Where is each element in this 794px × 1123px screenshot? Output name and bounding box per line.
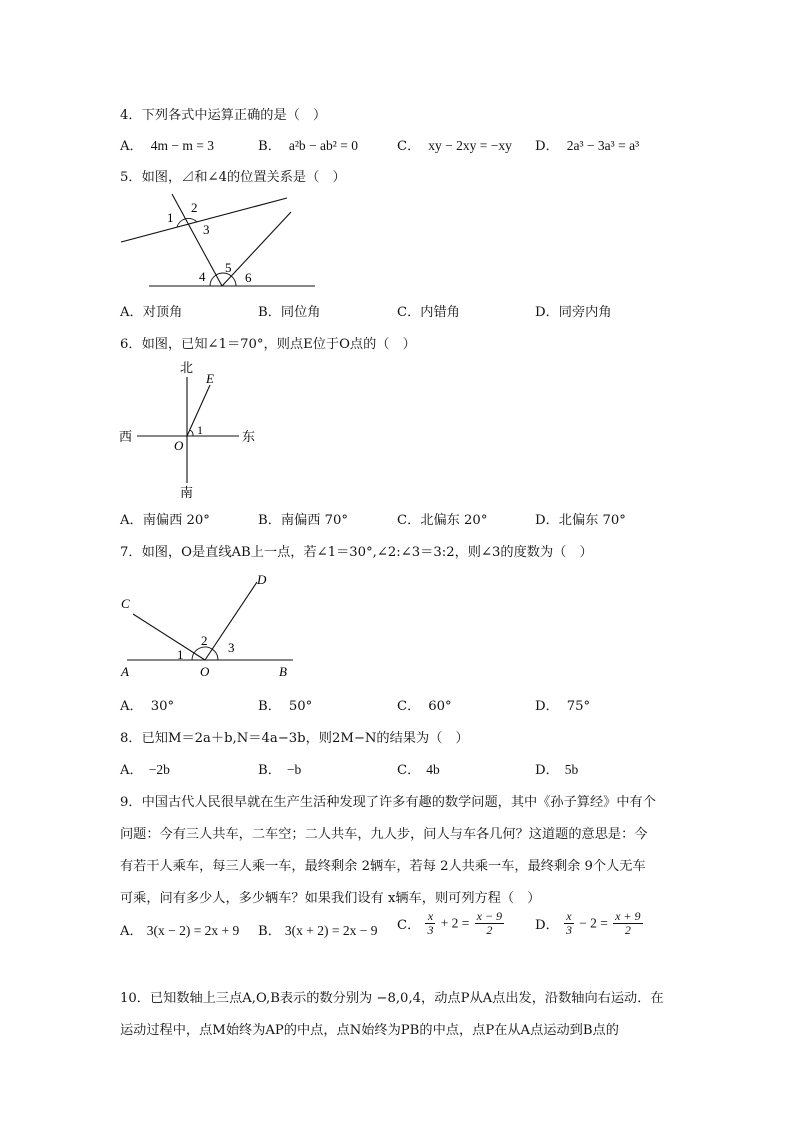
- q5-option-d: D．同旁内角: [535, 305, 612, 320]
- q6-angle-arc: [190, 430, 193, 436]
- q9-option-a: A． 3(x − 2) = 2x + 9: [120, 923, 240, 939]
- q5-option-b: B．同位角: [258, 305, 321, 320]
- q8-option-d: D． 5b: [535, 762, 579, 778]
- q9-option-c: C． $\frac{x}{3}$ + 2 = $\frac{x - 9}{2}$: [397, 909, 503, 937]
- q5-label-5: 5: [225, 260, 232, 275]
- q7-label-o: O: [200, 664, 210, 679]
- q9-line-3: 有若干人乘车，每三人乘一车，最终剩余 2辆车，若每 2人共乘一车，最终剩余 9个人无车: [120, 859, 646, 874]
- q9-c-frac-1: $\frac{x}{3}$: [427, 909, 434, 937]
- q6-option-b: B．南偏西 70°: [258, 513, 349, 528]
- q9-d-frac-2: $\frac{x + 9}{2}$: [615, 909, 641, 937]
- q6-label-south: 南: [180, 485, 194, 500]
- q7-stem: 7．如图，O是直线AB上一点，若∠1＝30°,∠2:∠3＝3:2，则∠3的度数为（ ）: [120, 545, 593, 560]
- q4-option-d: D． 2a³ − 3a³ = a³: [535, 138, 640, 154]
- q8-option-c: C． 4b: [397, 762, 440, 778]
- q6-label-east: 东: [242, 429, 256, 444]
- q6-label-west: 西: [119, 429, 133, 444]
- q7-figure: [115, 568, 305, 683]
- q5-label-3: 3: [203, 222, 210, 237]
- q7-label-3: 3: [228, 640, 235, 655]
- q4-stem: 4．下列各式中运算正确的是（ ）: [120, 108, 327, 123]
- q7-label-1: 1: [177, 647, 184, 662]
- q5-label-6: 6: [245, 270, 252, 285]
- q7-label-c: C: [121, 596, 130, 611]
- q5-figure: [115, 190, 325, 295]
- q7-option-c: C． 60°: [397, 699, 452, 714]
- q10-line-2: 运动过程中，点M始终为AP的中点，点N始终为PB的中点，点P在从A点运动到B点的: [120, 1023, 619, 1038]
- q5-option-c: C．内错角: [397, 305, 460, 320]
- q8-option-b: B． −b: [258, 762, 302, 778]
- q7-label-2: 2: [201, 633, 208, 648]
- q8-stem: 8．已知M＝2a＋b,N＝4a−3b，则2M−N的结果为（ ）: [120, 731, 469, 746]
- q9-option-b: B． 3(x + 2) = 2x − 9: [258, 923, 378, 939]
- q6-figure: [115, 355, 265, 500]
- q9-line-4: 可乘，问有多少人，多少辆车？如果我们设有 x辆车，则可列方程（ ）: [120, 891, 541, 906]
- q4-option-a: A． 4m − m = 3: [120, 138, 214, 154]
- q7-arc-3: [212, 649, 218, 660]
- q9-line-1: 9．中国古代人民很早就在生产生活种发现了许多有趣的数学问题，其中《孙子算经》中有个: [120, 795, 656, 810]
- q7-label-b: B: [279, 664, 287, 679]
- q6-label-e: E: [206, 371, 214, 386]
- q5-label-4: 4: [199, 269, 206, 284]
- q9-line-2: 问题：今有三人共车，二车空；二人共车，九人步，问人与车各几何？这道题的意思是：今: [120, 827, 648, 842]
- q7-option-d: D． 75°: [535, 699, 591, 714]
- q6-label-angle: 1: [197, 423, 203, 437]
- q5-stem: 5．如图，⊿和∠4的位置关系是（ ）: [120, 170, 346, 185]
- q5-option-a: A．对顶角: [120, 305, 183, 320]
- q7-arc-1: [192, 653, 194, 660]
- q9-c-frac-2: $\frac{x - 9}{2}$: [476, 909, 503, 937]
- q6-option-d: D．北偏东 70°: [535, 513, 626, 528]
- q7-label-d: D: [257, 572, 267, 587]
- q7-option-a: A． 30°: [120, 699, 175, 714]
- q6-label-o: O: [174, 438, 184, 453]
- q6-label-north: 北: [180, 360, 194, 375]
- q8-option-a: A． −2b: [120, 762, 170, 778]
- q4-option-c: C． xy − 2xy = −xy: [397, 138, 512, 154]
- q6-option-a: A．南偏西 20°: [120, 513, 210, 528]
- q9-option-d: D． $\frac{x}{3}$ − 2 = $\frac{x + 9}{2}$: [535, 909, 641, 937]
- q6-option-c: C．北偏东 20°: [397, 513, 488, 528]
- q5-label-1: 1: [167, 210, 174, 225]
- q5-label-2: 2: [191, 200, 198, 215]
- q7-option-b: B． 50°: [258, 699, 313, 714]
- q6-stem: 6．如图，已知∠1＝70°，则点E位于O点的（ ）: [120, 337, 416, 352]
- q9-d-frac-1: $\frac{x}{3}$: [565, 909, 572, 937]
- q7-label-a: A: [121, 664, 129, 679]
- q4-option-b: B． a²b − ab² = 0: [258, 138, 358, 154]
- q10-line-1: 10．已知数轴上三点A,O,B表示的数分别为 −8,0,4，动点P从A点出发，沿数轴向右运动．在: [120, 991, 664, 1006]
- q5-line-right: [222, 212, 291, 286]
